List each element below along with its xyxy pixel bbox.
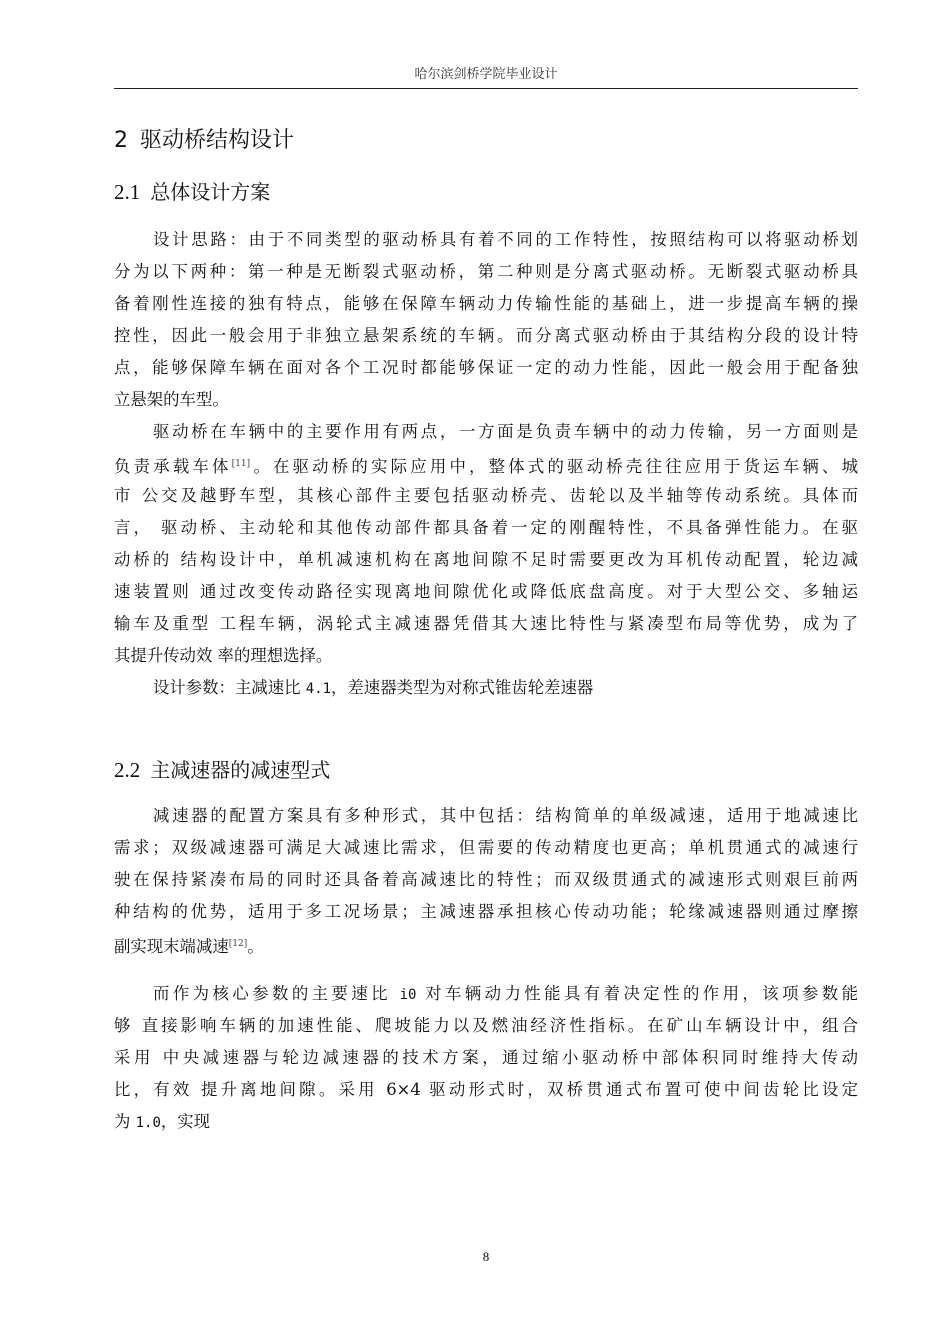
citation: [11] (231, 459, 251, 469)
section-2-1-body (114, 224, 858, 704)
citation: [12] (228, 939, 248, 949)
paragraph-line (114, 928, 858, 960)
paragraph-line: 速装置则 通过改变传动路径实现离地间隙优化或降低底盘高度。对于大型公交、多轴运 (114, 582, 858, 601)
text-run: 而作为核心参数的主要速比 (153, 984, 400, 1003)
paragraph-line: 言， 驱动桥、主动轮和其他传动部件都具备着一定的刚醒特性，不具备弹性能力。在驱 (114, 518, 858, 537)
symbol-i0: i0 (399, 987, 417, 1003)
paragraph-line: 输车及重型 工程车辆，涡轮式主减速器凭借其大速比特性与紧凑型布局等优势，成为了 (114, 614, 858, 633)
text-run: 副实现末端减速 (114, 937, 229, 956)
paragraph-line: 减速器的配置方案具有多种形式，其中包括：结构简单的单级减速，适用于地减速比 (153, 806, 858, 825)
running-header: 哈尔滨剑桥学院毕业设计 (414, 67, 558, 82)
paragraph-line (114, 978, 858, 1010)
section-2-2-body (114, 800, 858, 960)
paragraph-line: 点，能够保障车辆在面对各个工况时都能够保证一定的动力性能，因此一般会用于配备独 (114, 358, 858, 377)
text-run: 负责承载车体 (114, 457, 232, 476)
paragraph-line: 比，有效 提升离地间隙。采用 6×4 驱动形式时，双桥贯通式布置可使中间齿轮比设定 (114, 1080, 858, 1099)
section-title: 主减速器的减速型式 (150, 758, 331, 782)
text-run: 对车辆动力性能具有着决定性的作用，该项参数能 (416, 984, 858, 1003)
paragraph-line: 控性，因此一般会用于非独立悬架系统的车辆。而分离式驱动桥由于其结构分段的设计特 (114, 326, 858, 345)
ratio-value: 1.0 (135, 1115, 161, 1131)
page-number: 8 (482, 1249, 490, 1264)
header-rule (114, 88, 858, 89)
paragraph-line: 动桥的 结构设计中，单机减速机构在离地间隙不足时需要更改为耳机传动配置，轮边减 (114, 550, 858, 569)
text-run: ，差速器类型为对称式锥齿轮差速器 (331, 678, 594, 697)
text-run: 设计参数：主减速比 (153, 678, 301, 697)
text-run: 。 (247, 937, 264, 956)
paragraph-line: 需求；双级减速器可满足大减速比需求，但需要的传动精度也更高；单机贯通式的减速行 (114, 838, 858, 857)
paragraph-line: 设计思路：由于不同类型的驱动桥具有着不同的工作特性，按照结构可以将驱动桥划 (153, 230, 858, 249)
paragraph-line: 立悬架的车型。 (114, 390, 229, 409)
paragraph-line: 种结构的优势，适用于多工况场景；主减速器承担核心传动功能；轮缘减速器则通过摩擦 (114, 902, 858, 921)
paragraph-line: 采用 中央减速器与轮边减速器的技术方案，通过缩小驱动桥中部体积同时维持大传动 (114, 1048, 858, 1067)
section-heading-2-1 (114, 177, 270, 207)
text-run: ，实现 (160, 1112, 211, 1131)
section-heading-2-2 (114, 755, 330, 785)
section-number: 2.1 (114, 180, 141, 204)
text-run: 。在驱动桥的实际应用中，整体式的驱动桥壳往往应用于货运车辆、城 (250, 457, 859, 476)
paragraph-line (114, 672, 858, 704)
paragraph-line: 其提升传动效 率的理想选择。 (114, 646, 333, 665)
paragraph-line (114, 448, 858, 480)
text-run: 为 (114, 1112, 136, 1131)
paragraph-line: 市 公交及越野车型，其核心部件主要包括驱动桥壳、齿轮以及半轴等传动系统。具体而 (114, 486, 858, 505)
paragraph-line: 分为以下两种：第一种是无断裂式驱动桥，第二种则是分离式驱动桥。无断裂式驱动桥具 (114, 262, 858, 281)
paragraph-line: 够 直接影响车辆的加速性能、爬坡能力以及燃油经济性指标。在矿山车辆设计中，组合 (114, 1016, 858, 1035)
paragraph-line (114, 1106, 858, 1138)
ratio-value: 4.1 (305, 681, 332, 697)
section-title: 总体设计方案 (150, 180, 271, 204)
paragraph-line: 备着刚性连接的独有特点，能够在保障车辆动力传输性能的基础上，进一步提高车辆的操 (114, 294, 858, 313)
paragraph-line: 驱动桥在车辆中的主要作用有两点，一方面是负责车辆中的动力传输，另一方面则是 (153, 422, 858, 441)
section-2-2-body-continued (114, 978, 858, 1138)
section-number: 2.2 (114, 758, 141, 782)
paragraph-line: 驶在保持紧凑布局的同时还具备着高减速比的特性；而双级贯通式的减速形式则艰巨前两 (114, 870, 858, 889)
chapter-number: 2 (114, 128, 128, 153)
chapter-title: 驱动桥结构设计 (140, 128, 295, 153)
chapter-heading (114, 126, 294, 156)
